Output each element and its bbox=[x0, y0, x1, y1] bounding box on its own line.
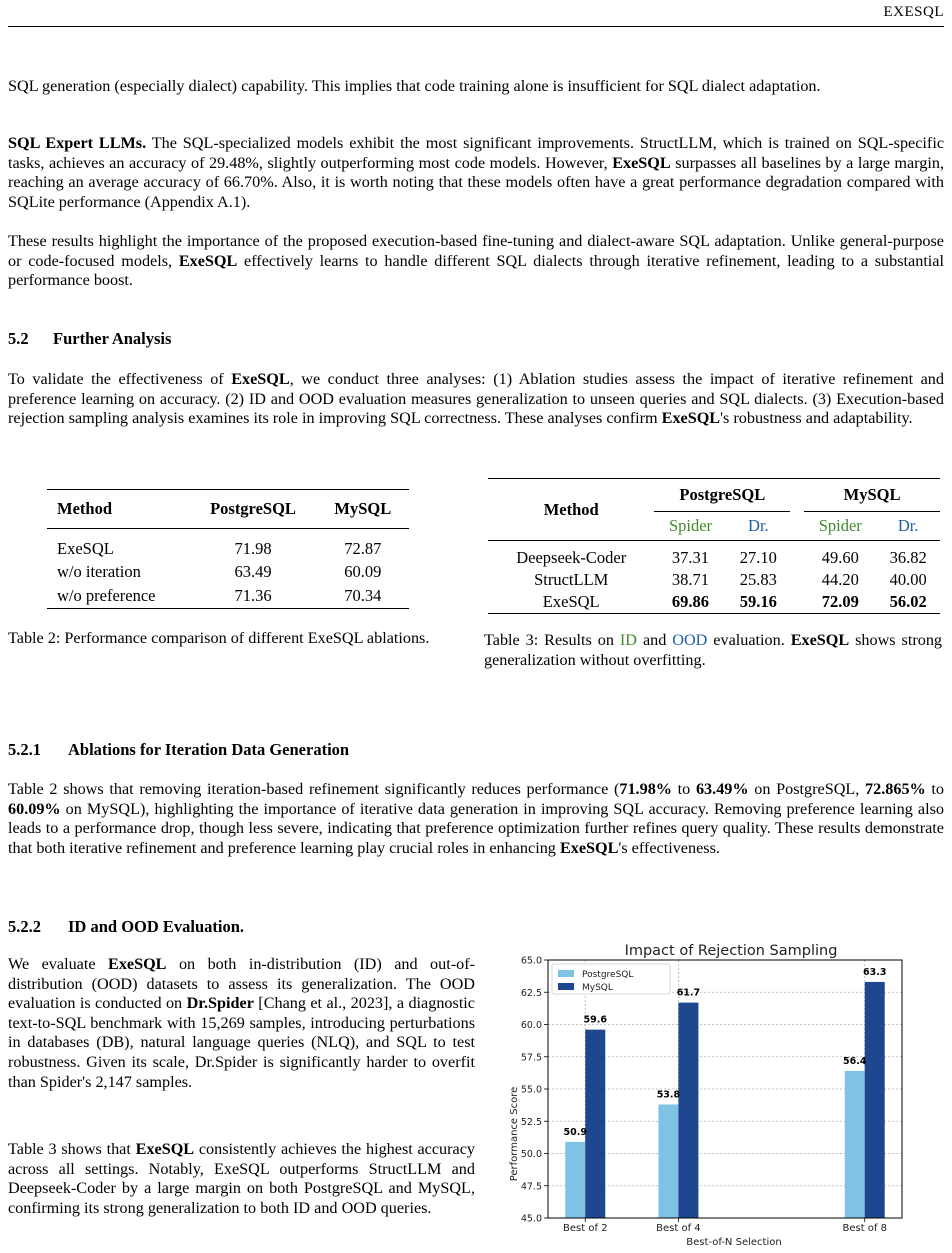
text-span: [Chang et al., 2023], a diagnostic text-to-SQL benchmark with 15,269 samples, introducing perturbations in databases (DB), natural language queries (NLQ), and SQL to test robustness. Given its scale, Dr.Spider is significantly harder to overfit than Spider's 2,147 samples. bbox=[8, 994, 475, 1091]
bold-value: 60.09% bbox=[8, 799, 61, 818]
paragraph-intro: SQL generation (especially dialect) capability. This implies that code training alone is insufficient for SQL dialect adaptation. bbox=[8, 77, 821, 95]
caption-id: ID bbox=[619, 631, 638, 649]
col-spacer bbox=[790, 512, 804, 541]
bar-value-label: 50.9 bbox=[563, 1126, 587, 1138]
paragraph-further-analysis bbox=[8, 370, 944, 429]
bold-dr-spider: Dr.Spider bbox=[186, 994, 254, 1013]
bold-exesql: ExeSQL bbox=[661, 409, 721, 428]
bold-exesql: ExeSQL bbox=[559, 838, 619, 857]
paragraph-id-ood-1 bbox=[8, 955, 475, 1092]
col-spacer bbox=[790, 479, 804, 512]
bold-value: 63.49% bbox=[695, 780, 749, 798]
y-tick-label: 47.5 bbox=[520, 1181, 542, 1193]
text-span: 's effectiveness. bbox=[618, 838, 720, 857]
bar-mysql bbox=[585, 1030, 605, 1218]
cell-value: 40.00 bbox=[889, 570, 927, 589]
text-span: 's robustness and adaptability. bbox=[720, 409, 913, 428]
table-3-caption bbox=[484, 631, 942, 670]
text-span: Table 3: Results on bbox=[484, 631, 620, 649]
bar-postgresql bbox=[658, 1104, 678, 1218]
col-group-mysql: MySQL bbox=[804, 479, 940, 512]
legend-swatch bbox=[558, 970, 574, 977]
bar-mysql bbox=[865, 982, 885, 1218]
text-span: , we conduct three analyses: (1) Ablation studies assess the impact of iterative refinement and preference learning on accuracy. (2) ID and OOD evaluation measures generalization to unseen queries and SQL dialects. (3) Execution-based rejection sampling analysis examines its role in improving SQL correctness. These analyses confirm bbox=[8, 370, 944, 428]
paragraph-ablation bbox=[8, 780, 944, 858]
caption-ood: OOD bbox=[672, 631, 708, 649]
col-header-spider: Spider bbox=[818, 516, 862, 535]
paragraph-lead: SQL Expert LLMs. bbox=[8, 134, 147, 152]
chart-title: Impact of Rejection Sampling bbox=[624, 943, 838, 959]
cell-value: 25.83 bbox=[739, 570, 777, 589]
cell-method: ExeSQL bbox=[57, 538, 114, 558]
cell-value-best: 69.86 bbox=[671, 592, 710, 611]
chart-legend bbox=[552, 964, 670, 994]
paragraph-id-ood-2 bbox=[8, 1140, 475, 1218]
text-span: surpasses all baselines by a large margin, reaching an average accuracy of 66.70%. Also, it is worth noting that these models often have a great performance degradation compared with SQLite performance (Appendix A.1). bbox=[8, 153, 945, 211]
section-title: Further Analysis bbox=[53, 329, 172, 348]
section-heading-5-2-2 bbox=[8, 917, 244, 937]
table-row bbox=[488, 591, 940, 614]
y-tick-label: 65.0 bbox=[520, 955, 542, 967]
col-header-method: Method bbox=[57, 499, 112, 518]
chart-x-label: Best-of-N Selection bbox=[686, 1237, 782, 1248]
text-span: Table 2 shows that removing iteration-based refinement significantly reduces performance ( bbox=[8, 780, 620, 798]
bold-exesql: ExeSQL bbox=[612, 153, 671, 172]
section-number: 5.2.2 bbox=[8, 917, 41, 936]
section-heading-5-2-1 bbox=[8, 740, 349, 760]
section-number: 5.2.1 bbox=[8, 740, 41, 759]
y-tick-label: 50.0 bbox=[520, 1149, 542, 1160]
y-tick-label: 57.5 bbox=[520, 1052, 542, 1064]
cell-value: 37.31 bbox=[671, 548, 710, 567]
bar-postgresql bbox=[565, 1142, 585, 1218]
legend-label: PostgreSQL bbox=[582, 970, 634, 980]
legend-swatch bbox=[558, 983, 574, 990]
bar-value-label: 59.6 bbox=[583, 1014, 607, 1026]
col-group-postgresql: PostgreSQL bbox=[654, 479, 790, 512]
cell-value: 27.10 bbox=[739, 548, 777, 567]
cell-value-best: 56.02 bbox=[889, 592, 927, 611]
bold-exesql: ExeSQL bbox=[178, 251, 238, 270]
cell-postgresql: 71.36 bbox=[234, 585, 272, 605]
legend-label: MySQL bbox=[582, 983, 613, 993]
x-tick-label: Best of 2 bbox=[563, 1223, 608, 1234]
bar-mysql bbox=[678, 1003, 698, 1218]
table-row bbox=[488, 541, 940, 570]
text-span: on MySQL), highlighting the importance of iterative data generation in improving SQL accuracy. Removing preference learning also leads to a performance drop, though less severe, indicating that preference optimization further refines query quality. These results demonstrate that both iterative refinement and preference learning play crucial roles in enhancing bbox=[8, 799, 944, 857]
table-row bbox=[47, 529, 409, 561]
text-span: on both in-distribution (ID) and out-of-distribution (OOD) datasets to assess its generalization. The OOD evaluation is conducted on bbox=[8, 955, 476, 1013]
x-tick-label: Best of 4 bbox=[656, 1223, 701, 1234]
col-header-dr: Dr. bbox=[897, 516, 919, 535]
text-span: Table 3 shows that bbox=[8, 1140, 136, 1158]
bold-exesql: ExeSQL bbox=[135, 1140, 195, 1158]
cell-value: 49.60 bbox=[821, 548, 859, 567]
table-2-ablations bbox=[47, 489, 409, 609]
paragraph-sql-expert bbox=[8, 134, 944, 212]
cell-value: 36.82 bbox=[889, 548, 927, 567]
text-span: These results highlight the importance of the proposed execution-based fine-tuning and dialect-aware SQL adaptation. Unlike general-purpose or code-focused models, bbox=[8, 232, 944, 270]
col-header-method: Method bbox=[543, 499, 599, 519]
y-tick-label: 62.5 bbox=[520, 987, 542, 999]
cell-value: 44.20 bbox=[821, 570, 859, 589]
section-heading-5-2 bbox=[8, 329, 171, 349]
cell-method: w/o iteration bbox=[57, 562, 141, 582]
chart-y-ticks bbox=[521, 956, 548, 1225]
text-span: consistently achieves the highest accuracy across all settings. Notably, ExeSQL outperforms StructLLM and Deepseek-Coder by a large margin on both PostgreSQL and MySQL, confirming its strong generalization to both ID and OOD queries. bbox=[8, 1140, 475, 1217]
bold-exesql: ExeSQL bbox=[231, 370, 290, 388]
cell-value-best: 59.16 bbox=[739, 592, 777, 611]
text-span: on PostgreSQL, bbox=[748, 780, 866, 798]
cell-mysql: 70.34 bbox=[344, 585, 382, 605]
cell-method: Deepseek-Coder bbox=[516, 548, 627, 567]
rejection-sampling-chart bbox=[506, 938, 916, 1253]
paragraph-results bbox=[8, 232, 944, 291]
col-header-postgresql: PostgreSQL bbox=[210, 499, 296, 518]
text-span: to bbox=[925, 780, 945, 798]
text-span: and bbox=[637, 631, 673, 649]
text-span: We evaluate bbox=[8, 955, 109, 973]
bar-value-label: 63.3 bbox=[863, 966, 887, 978]
y-tick-label: 52.5 bbox=[520, 1116, 542, 1128]
col-header-dr: Dr. bbox=[748, 516, 769, 535]
y-tick-label: 55.0 bbox=[520, 1084, 542, 1096]
col-spacer bbox=[790, 541, 804, 570]
text-span: The SQL-specialized models exhibit the most significant improvements. StructLLM, which is trained on SQL-specific tasks, achieves an accuracy of 29.48%, slightly outperforming most code models. However, bbox=[8, 134, 944, 172]
header-title: EXESQL bbox=[883, 4, 944, 20]
table-row bbox=[47, 561, 409, 585]
cell-postgresql: 63.49 bbox=[234, 562, 272, 582]
col-header-spider: Spider bbox=[668, 516, 713, 535]
bar-value-label: 56.4 bbox=[843, 1055, 867, 1067]
table-3-id-ood bbox=[488, 478, 940, 614]
table-header-row bbox=[47, 490, 409, 529]
cell-method: ExeSQL bbox=[542, 592, 600, 611]
bar-value-label: 53.8 bbox=[656, 1089, 681, 1101]
col-spacer bbox=[790, 591, 804, 614]
cell-mysql: 60.09 bbox=[344, 562, 382, 582]
text-span: shows strong generalization without overfitting. bbox=[484, 631, 943, 669]
bold-exesql: ExeSQL bbox=[108, 955, 167, 973]
text-span: effectively learns to handle different SQL dialects through iterative refinement, leading to a substantial performance boost. bbox=[8, 251, 944, 290]
chart-x-ticks bbox=[563, 1218, 887, 1234]
cell-postgresql: 71.98 bbox=[234, 538, 272, 558]
table-header-row bbox=[488, 479, 940, 512]
col-header-mysql: MySQL bbox=[334, 499, 392, 518]
bar-postgresql bbox=[845, 1071, 865, 1218]
running-header bbox=[8, 0, 944, 27]
table-row bbox=[488, 569, 940, 591]
bold-value: 72.865% bbox=[865, 780, 926, 798]
bold-exesql: ExeSQL bbox=[790, 631, 850, 649]
cell-method: StructLLM bbox=[534, 570, 609, 589]
section-number: 5.2 bbox=[8, 329, 29, 348]
table-2-caption: Table 2: Performance comparison of different ExeSQL ablations. bbox=[8, 629, 430, 647]
y-tick-label: 60.0 bbox=[520, 1020, 542, 1031]
section-title: ID and OOD Evaluation. bbox=[68, 917, 245, 936]
bar-value-label: 61.7 bbox=[676, 987, 701, 999]
text-span: To validate the effectiveness of bbox=[8, 370, 232, 388]
x-tick-label: Best of 8 bbox=[842, 1223, 887, 1234]
cell-value-best: 72.09 bbox=[821, 592, 859, 611]
cell-method: w/o preference bbox=[57, 585, 156, 605]
chart-y-label: Performance Score bbox=[509, 1086, 520, 1182]
text-span: to bbox=[671, 780, 696, 798]
bold-value: 71.98% bbox=[619, 780, 672, 798]
col-spacer bbox=[790, 569, 804, 591]
table-row bbox=[47, 584, 409, 608]
cell-mysql: 72.87 bbox=[344, 538, 382, 558]
text-span: evaluation. bbox=[707, 631, 791, 649]
chart-bars bbox=[565, 982, 884, 1218]
y-tick-label: 45.0 bbox=[520, 1213, 542, 1225]
section-title: Ablations for Iteration Data Generation bbox=[68, 740, 350, 759]
cell-value: 38.71 bbox=[671, 570, 710, 589]
